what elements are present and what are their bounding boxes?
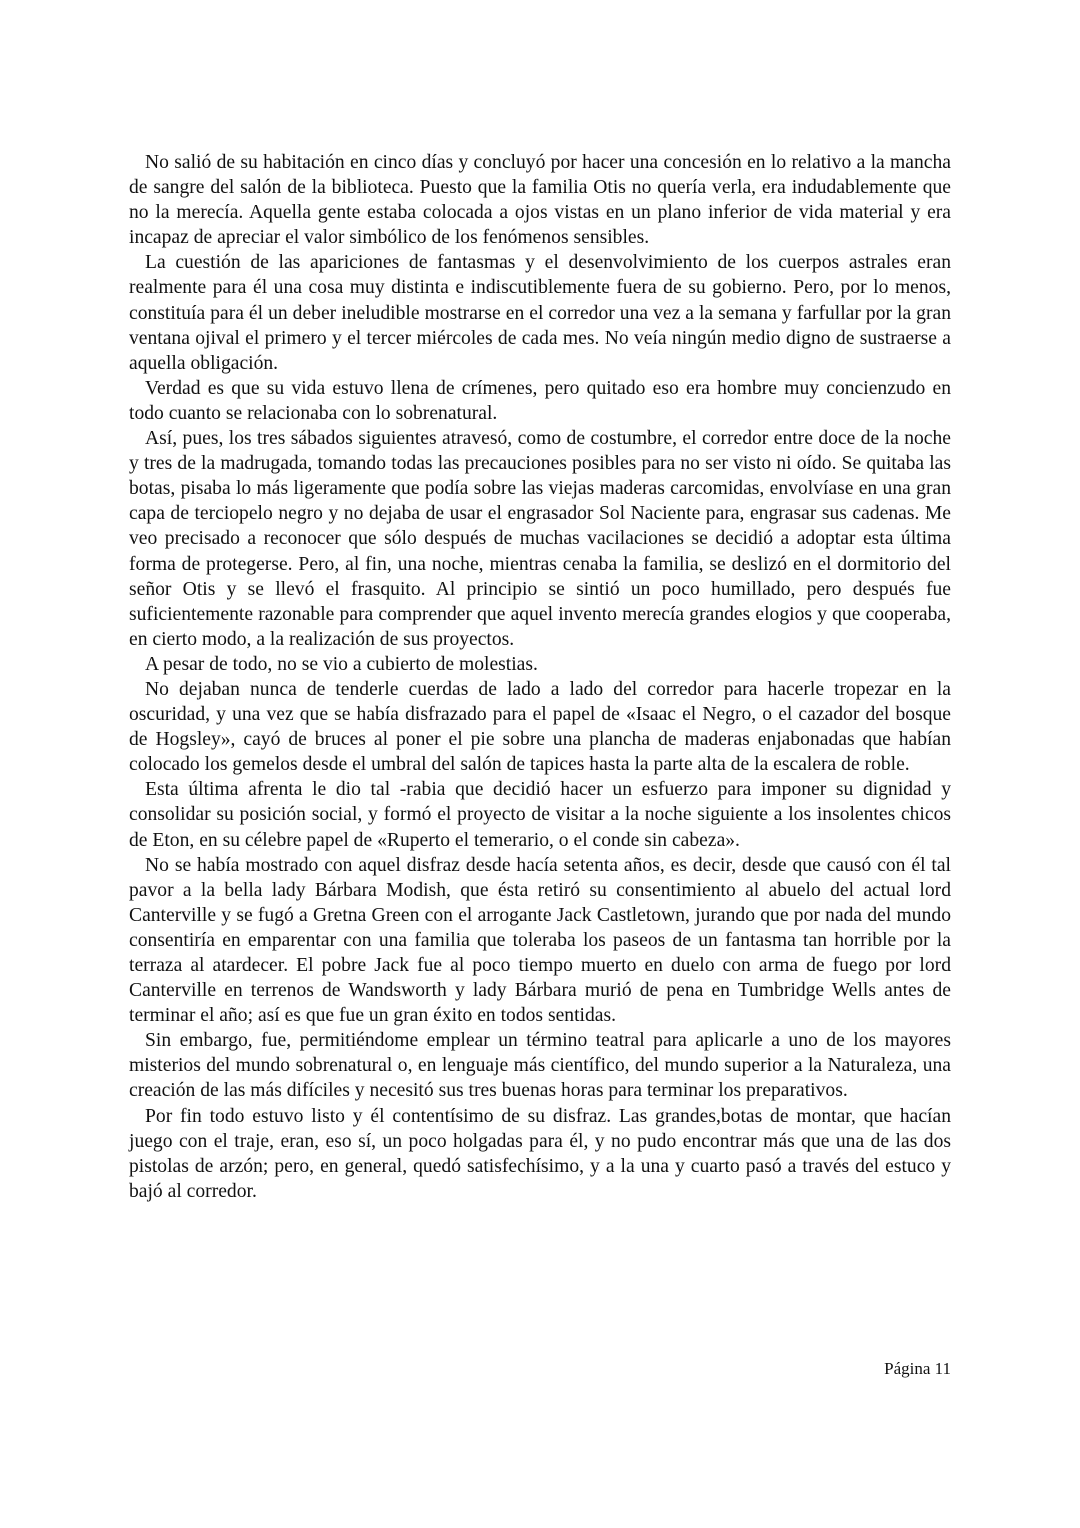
- paragraph: Por fin todo estuvo listo y él contentísimo de su disfraz. Las grandes,botas de montar, que hacían juego con el traje, eran, eso sí, un poco holgadas para él, y no pudo encontrar más que una de las dos pistolas de arzón; pero, en general, quedó satisfechísimo, y a la una y cuarto pasó a través del estuco y bajó al corredor.: [129, 1105, 951, 1202]
- page-number-footer: Página 11: [884, 1359, 951, 1378]
- paragraph: Esta última afrenta le dio tal -rabia que decidió hacer un esfuerzo para imponer su dignidad y consolidar su posición social, y formó el proyecto de visitar a la noche siguiente a los insolentes chicos de Eton, en su célebre papel de «Ruperto el temerario, o el conde sin cabeza».: [129, 779, 951, 851]
- paragraph: No salió de su habitación en cinco días y concluyó por hacer una concesión en lo relativo a la mancha de sangre del salón de la biblioteca. Puesto que la familia Otis no quería verla, era indudablemente que no la merecía. Aquella gente estaba colocada a ojos vistas en un plano inferior de vida material y era incapaz de apreciar el valor simbólico de los fenómenos sensibles.: [129, 152, 951, 249]
- paragraph: No dejaban nunca de tenderle cuerdas de lado a lado del corredor para hacerle tropezar en la oscuridad, y una vez que se había disfrazado para el papel de «Isaac el Negro, o el cazador del bosque de Hogsley», cayó de bruces al poner el pie sobre una plancha de maderas enjabonadas que habían colocado los gemelos desde el umbral del salón de tapices hasta la parte alta de la escalera de roble.: [129, 678, 951, 776]
- paragraph: Así, pues, los tres sábados siguientes atravesó, como de costumbre, el corredor entre doce de la noche y tres de la madrugada, tomando todas las precauciones posibles para no ser visto ni oído. Se quitaba las botas, pisaba lo más ligeramente que podía sobre las viejas maderas carcomidas, envolvíase en una gran capa de terciopelo negro y no dejaba de usar el engrasador Sol Naciente para, engrasar sus cadenas. Me veo precisado a reconocer que sólo después de muchas vacilaciones se decidió a adoptar esta última forma de protegerse. Pero, al fin, una noche, mientras cenaba la familia, se deslizó en el dormitorio del señor Otis y se llevó el frasquito. Al principio se sintió un poco humillado, pero después fue suficientemente razonable para comprender que aquel invento merecía grandes elogios y que cooperaba, en cierto modo, a la realización de sus proyectos.: [129, 428, 951, 650]
- paragraph: Verdad es que su vida estuvo llena de crímenes, pero quitado eso era hombre muy concienzudo en todo cuanto se relacionaba con lo sobrenatural.: [129, 377, 951, 424]
- paragraph: La cuestión de las apariciones de fantasmas y el desenvolvimiento de los cuerpos astrales eran realmente para él una cosa muy distinta e indiscutiblemente fuera de su gobierno. Pero, por lo menos, constituía para él un deber ineludible mostrarse en el corredor una vez a la semana y farfullar por la gran ventana ojival el primero y el tercer miércoles de cada mes. No veía ningún medio digno de sustraerse a aquella obligación.: [129, 252, 951, 374]
- paragraph: A pesar de todo, no se vio a cubierto de molestias.: [145, 653, 538, 675]
- document-page-body: [129, 150, 951, 1204]
- paragraph: Sin embargo, fue, permitiéndome emplear un término teatral para aplicarle a uno de los mayores misterios del mundo sobrenatural o, en lenguaje más científico, del mundo superior a la Naturaleza, una creación de las más difíciles y necesitó sus tres buenas horas para terminar los preparativos.: [129, 1030, 951, 1102]
- paragraph: No se había mostrado con aquel disfraz desde hacía setenta años, es decir, desde que causó con él tal pavor a la bella lady Bárbara Modish, que ésta retiró su consentimiento al abuelo del actual lord Canterville y se fugó a Gretna Green con el arrogante Jack Castletown, jurando que por nada del mundo consentiría en emparentar con una familia que toleraba los paseos de un fantasma tan horrible por la terraza al atardecer. El pobre Jack fue al poco tiempo muerto en duelo con arma de fuego por lord Canterville en terrenos de Wandsworth y lady Bárbara murió de pena en Tumbridge Wells antes de terminar el año; así es que fue un gran éxito en todos sentidas.: [129, 854, 951, 1027]
